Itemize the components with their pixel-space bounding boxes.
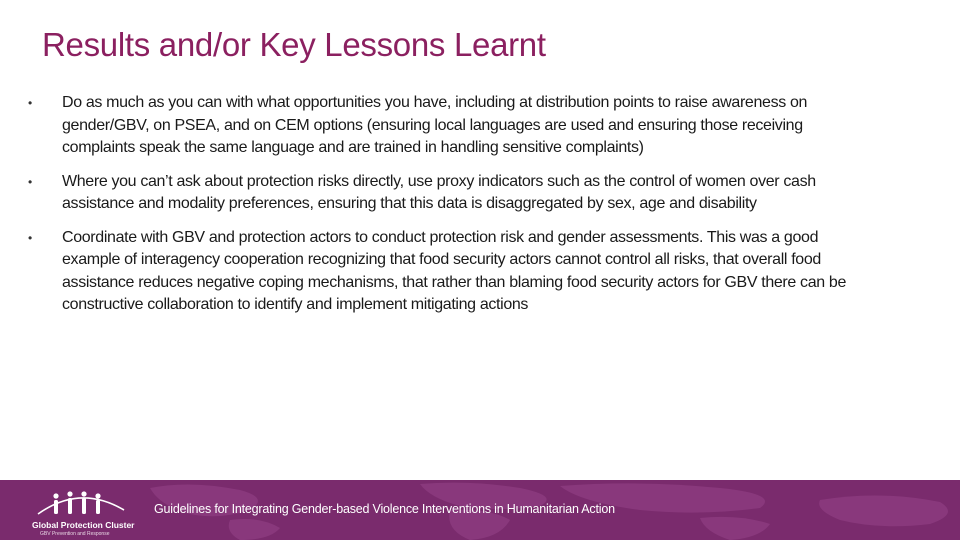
logo-name: Global Protection Cluster <box>32 520 135 530</box>
footer-bar <box>0 480 960 540</box>
bullet-marker: • <box>28 96 32 110</box>
people-icon <box>32 488 128 520</box>
bullet-item <box>28 92 878 160</box>
bullet-marker: • <box>28 174 32 189</box>
bullet-item <box>28 227 878 317</box>
logo-subtitle: GBV Prevention and Response <box>40 531 110 537</box>
bullet-text: Coordinate with GBV and protection actors to conduct protection risk and gender assessments. This was a good example of interagency cooperation recognizing that food security actors cannot control all risks, that overall food assistance reduces negative coping mechanisms, that rather than blaming food security actors for GBV there can be constructive collaboration to identify and implement mitigating actions <box>62 228 846 313</box>
bullet-text: Where you can’t ask about protection risks directly, use proxy indicators such as the control of women over cash assistance and modality preferences, ensuring that this data is disaggregated by sex, age and disability <box>62 172 816 212</box>
slide-title: Results and/or Key Lessons Learnt <box>42 26 546 63</box>
bullet-list <box>28 92 878 328</box>
footer-caption: Guidelines for Integrating Gender-based Violence Interventions in Humanitarian Action <box>154 502 615 516</box>
bullet-text: Do as much as you can with what opportunities you have, including at distribution points to raise awareness on gender/GBV, on PSEA, and on CEM options (ensuring local languages are used and ensuring those receiving complaints speak the same language and are trained in handling sensitive complaints) <box>62 94 808 156</box>
bullet-marker: • <box>28 230 32 245</box>
bullet-item <box>28 171 878 216</box>
global-protection-cluster-logo <box>22 486 140 538</box>
